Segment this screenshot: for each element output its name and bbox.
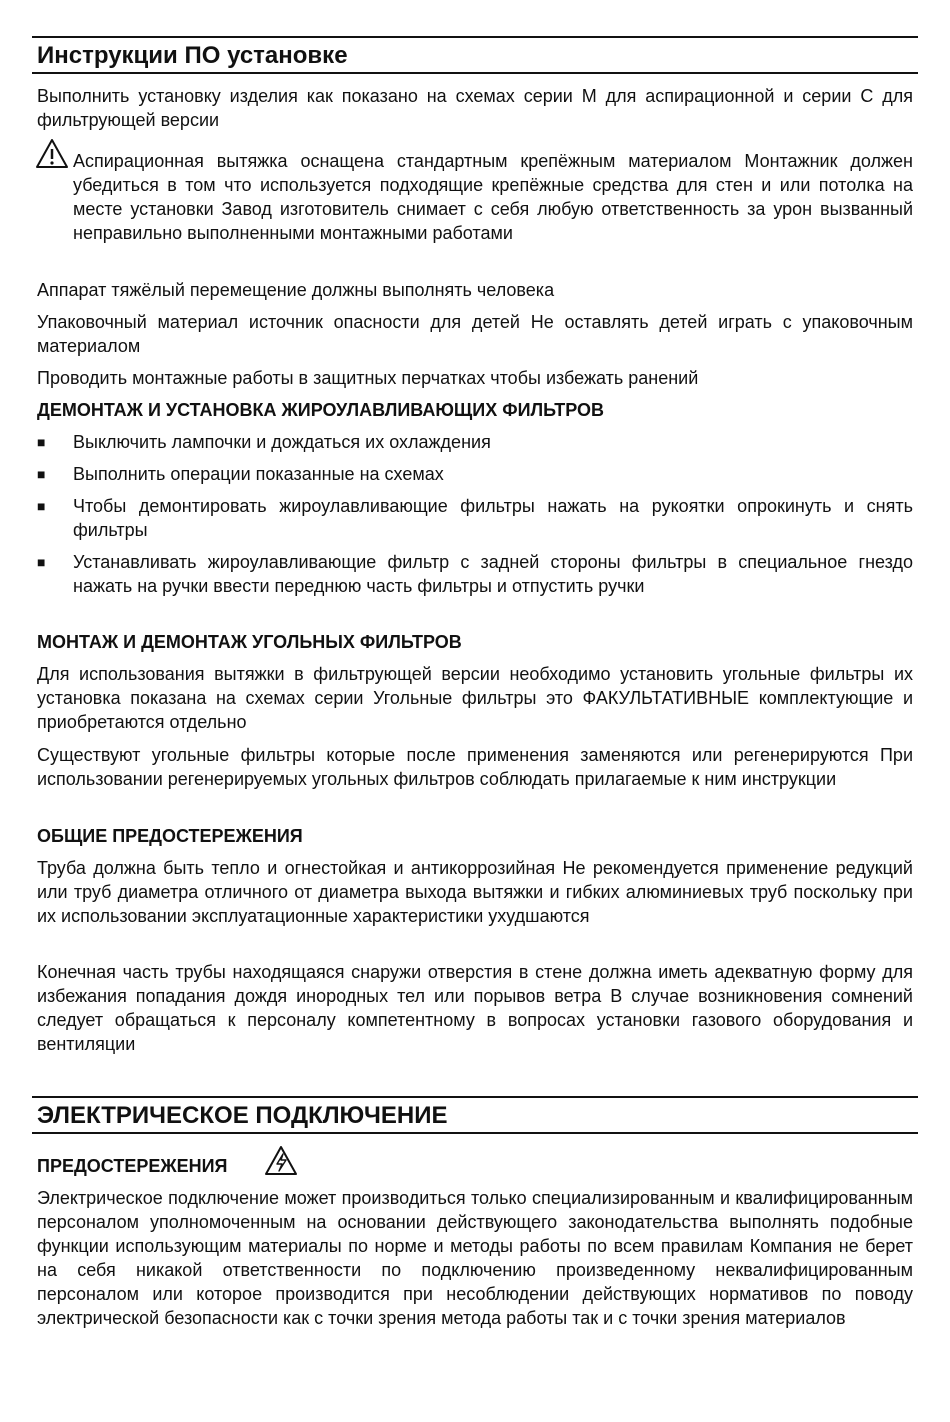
grease-step-3: Чтобы демонтировать жироулавливающие фильтры нажать на рукоятки опрокинуть и снять фильтры <box>73 496 913 540</box>
bullet-marker: ■ <box>37 466 46 482</box>
bullet-marker: ■ <box>37 554 46 570</box>
grease-step-2: Выполнить операции показанные на схемах <box>73 464 444 484</box>
grease-step-1: Выключить лампочки и дождаться их охлаждения <box>73 432 491 452</box>
section-title-electrical: ЭЛЕКТРИЧЕСКОЕ ПОДКЛЮЧЕНИЕ <box>32 1096 918 1134</box>
packaging-paragraph: Упаковочный материал источник опасности для детей Не оставлять детей играть с упаковочным материалом <box>37 312 913 356</box>
bullet-marker: ■ <box>37 434 46 450</box>
electrical-paragraph: Электрическое подключение может производиться только специализированным и квалифицированным персоналом уполномоченным на основании действующего законодательства выполнять подобные функции использующим материалы по норме и методы работы по всем правилам Компания не берет на себя никакой ответственности по подключению произведенному неквалифицированным персоналом или которое производится при несоблюдении действующих нормативов по поводу электрической безопасности как с точки зрения метода работы так и с точки зрения материалов <box>37 1188 913 1328</box>
warning-paragraph: Аспирационная вытяжка оснащена стандартным крепёжным материалом Монтажник должен убедиться в том что используется подходящие крепёжные средства для стен и или потолка на месте установки Завод изготовитель снимает с себя любую ответственность за урон вызванный неправильно выполненными монтажными работами <box>73 151 913 243</box>
heavy-appliance-paragraph: Аппарат тяжёлый перемещение должны выполнять человека <box>37 280 555 300</box>
grease-step-4: Устанавливать жироулавливающие фильтр с задней стороны фильтры в специальное гнездо нажать на ручки ввести переднюю часть фильтры и отпустить ручки <box>73 552 913 596</box>
intro-paragraph: Выполнить установку изделия как показано на схемах серии M для аспирационной и серии C для фильтрующей версии <box>37 86 913 130</box>
carbon-paragraph-1: Для использования вытяжки в фильтрующей версии необходимо установить угольные фильтры их установка показана на схемах серии Угольные фильтры это ФАКУЛЬТАТИВНЫЕ комплектующие и приобретаются отдельно <box>37 664 913 732</box>
general-warnings-heading: ОБЩИЕ ПРЕДОСТЕРЕЖЕНИЯ <box>37 826 303 846</box>
grease-filters-heading: ДЕМОНТАЖ И УСТАНОВКА ЖИРОУЛАВЛИВАЮЩИХ ФИЛЬТРОВ <box>37 400 605 420</box>
carbon-filters-heading: МОНТАЖ И ДЕМОНТАЖ УГОЛЬНЫХ ФИЛЬТРОВ <box>37 632 462 652</box>
carbon-paragraph-2: Существуют угольные фильтры которые после применения заменяются или регенерируются При использовании регенерируемых угольных фильтров соблюдать прилагаемые к ним инструкции <box>37 745 913 789</box>
general-paragraph-2: Конечная часть трубы находящаяся снаружи отверстия в стене должна иметь адекватную форму для избежания попадания дождя инородных тел или порывов ветра В случае возникновения сомнений следует обращаться к персоналу компетентному в вопросах установки газового оборудования и вентиляции <box>37 962 913 1054</box>
electrical-hazard-icon <box>264 1145 298 1177</box>
general-paragraph-1: Труба должна быть тепло и огнестойкая и антикоррозийная Не рекомендуется применение редукций или труб диаметра отличного от диаметра выхода вытяжки и гибких алюминиевых труб поскольку при их использовании эксплуатационные характеристики ухудшаются <box>37 858 913 926</box>
warning-triangle-icon <box>35 138 69 170</box>
section-title-installation: Инструкции ПО установке <box>32 36 918 74</box>
gloves-paragraph: Проводить монтажные работы в защитных перчатках чтобы избежать ранений <box>37 368 699 388</box>
bullet-marker: ■ <box>37 498 46 514</box>
precautions-heading: ПРЕДОСТЕРЕЖЕНИЯ <box>37 1156 228 1176</box>
